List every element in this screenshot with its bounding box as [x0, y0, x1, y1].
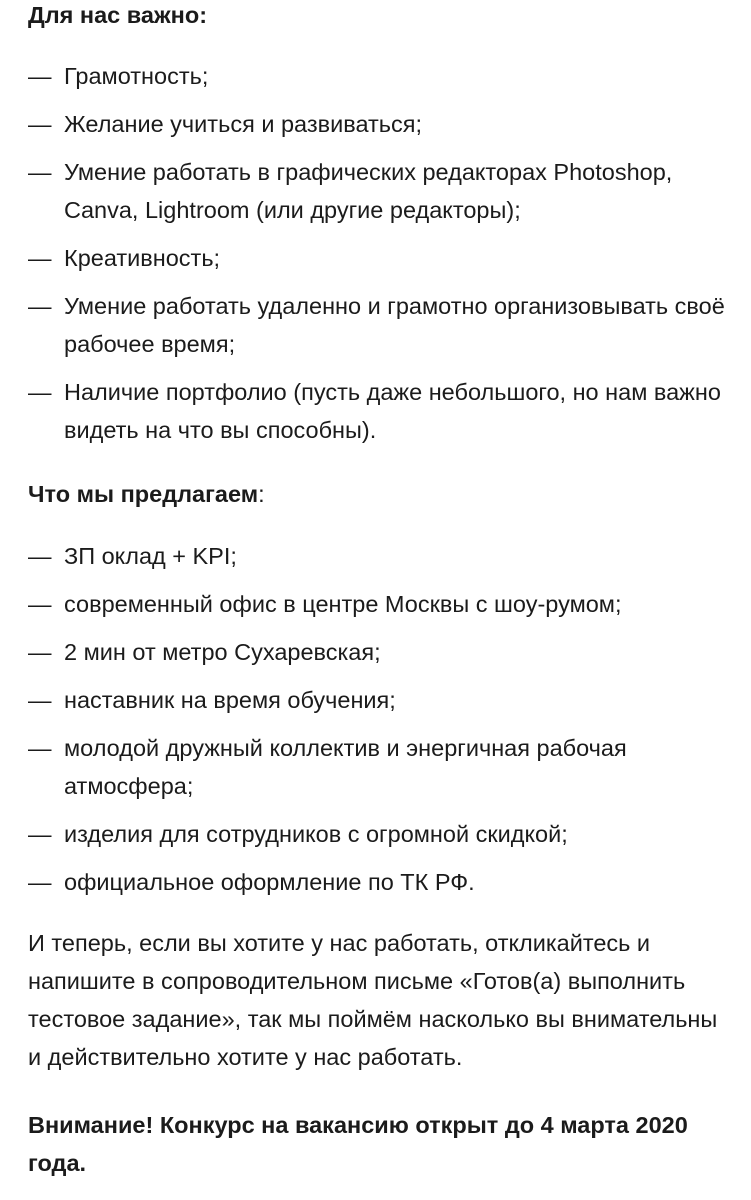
list-item-text: изделия для сотрудников с огромной скидкой; — [64, 821, 568, 847]
list-item — [28, 239, 731, 277]
list-item-text: современный офис в центре Москвы с шоу-румом; — [64, 591, 622, 617]
dash-marker: — — [28, 159, 52, 185]
list-item-text: Умение работать удаленно и грамотно организовывать своё рабочее время; — [64, 293, 725, 357]
list-item — [28, 681, 731, 719]
list-item-text: наставник на время обучения; — [64, 687, 396, 713]
dash-marker: — — [28, 869, 52, 895]
dash-marker: — — [28, 543, 52, 569]
list-item — [28, 57, 731, 95]
offer-list — [28, 537, 731, 911]
dash-marker: — — [28, 639, 52, 665]
list-item — [28, 537, 731, 575]
dash-marker: — — [28, 379, 52, 405]
list-item — [28, 863, 731, 901]
closing-paragraph: И теперь, если вы хотите у нас работать, откликайтесь и напишите в сопроводительном письме «Готов(а) выполнить тестовое задание», так мы поймём насколько вы внимательны и действительно хотите у нас работать. — [28, 930, 718, 1070]
list-item-text: официальное оформление по ТК РФ. — [64, 869, 475, 895]
requirements-list — [28, 57, 731, 459]
dash-marker: — — [28, 735, 52, 761]
list-item — [28, 729, 731, 805]
offer-heading-colon: : — [258, 481, 265, 507]
dash-marker: — — [28, 63, 52, 89]
list-item — [28, 153, 731, 229]
list-item — [28, 633, 731, 671]
list-item-text: 2 мин от метро Сухаревская; — [64, 639, 381, 665]
list-item-text: Креативность; — [64, 245, 221, 271]
list-item — [28, 287, 731, 363]
list-item-text: ЗП оклад + KPI; — [64, 543, 237, 569]
requirements-heading: Для нас важно: — [28, 2, 208, 28]
dash-marker: — — [28, 111, 52, 137]
list-item-text: Наличие портфолио (пусть даже небольшого, но нам важно видеть на что вы способны). — [64, 379, 721, 443]
dash-marker: — — [28, 821, 52, 847]
dash-marker: — — [28, 591, 52, 617]
list-item-text: Желание учиться и развиваться; — [64, 111, 423, 137]
dash-marker: — — [28, 293, 52, 319]
list-item-text: Грамотность; — [64, 63, 209, 89]
list-item — [28, 105, 731, 143]
list-item — [28, 373, 731, 449]
list-item — [28, 585, 731, 623]
list-item-text: Умение работать в графических редакторах Photoshop, Canva, Lightroom (или другие редакторы); — [64, 159, 673, 223]
list-item — [28, 815, 731, 853]
deadline-notice: Внимание! Конкурс на вакансию открыт до 4 марта 2020 года. — [28, 1112, 688, 1176]
list-item-text: молодой дружный коллектив и энергичная рабочая атмосфера; — [64, 735, 627, 799]
dash-marker: — — [28, 687, 52, 713]
offer-heading — [28, 475, 265, 513]
dash-marker: — — [28, 245, 52, 271]
offer-heading-text: Что мы предлагаем — [28, 481, 259, 507]
